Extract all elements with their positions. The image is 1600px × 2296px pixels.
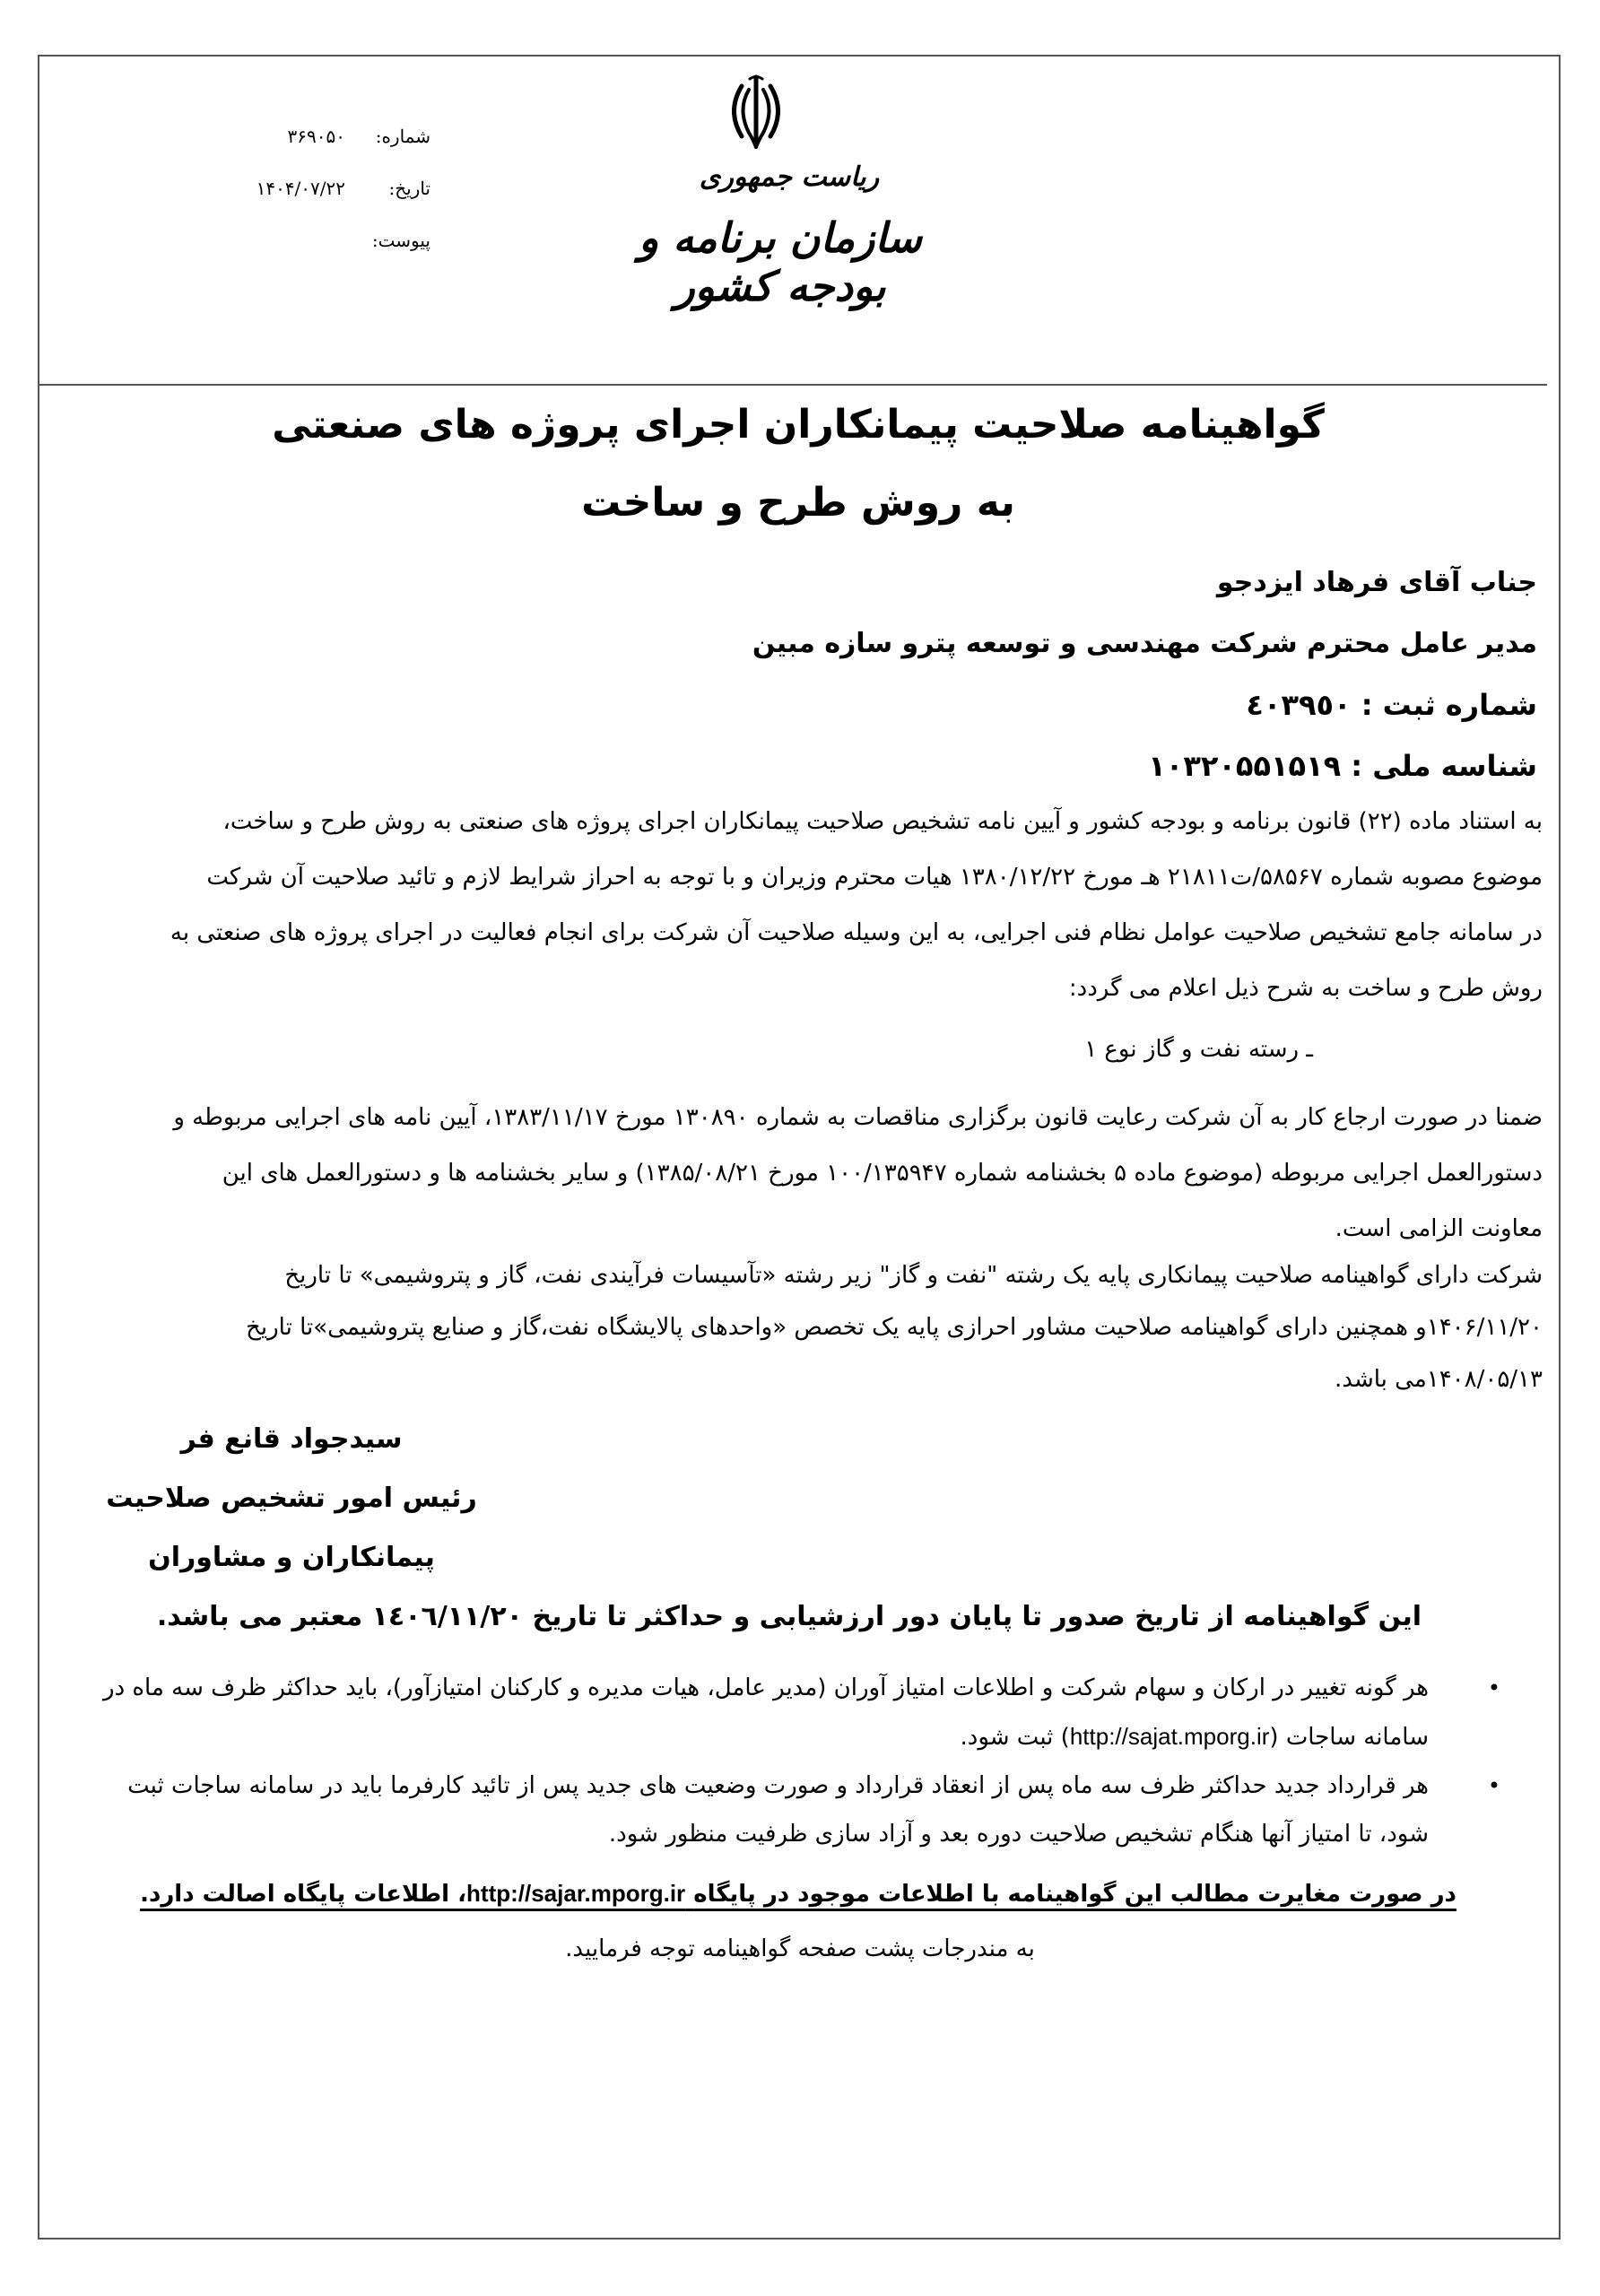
category-item: ـ رسته نفت و گاز نوع ۱: [1084, 1036, 1313, 1063]
signatory-name: سیدجواد قانع فر: [180, 1423, 403, 1455]
certificate-title-line1: گواهینامه صلاحیت پیمانکاران اجرای پروژه های صنعتی: [272, 402, 1325, 448]
paragraph-line: ۱۴۰۸/۰۵/۱۳می باشد.: [1335, 1366, 1543, 1393]
certificate-title-line2: به روش طرح و ساخت: [581, 480, 1015, 526]
paragraph-legal-basis: [58, 794, 1543, 1016]
paragraph-line: دستورالعمل اجرایی مربوطه (موضوع ماده ۵ بخشنامه شماره ۱۰۰/۱۳۵۹۴۷ مورخ ۱۳۸۵/۰۸/۲۱) و سایر بخشنامه ها و دستورالعمل های این: [222, 1160, 1543, 1187]
paragraph-tender-law: [58, 1090, 1543, 1257]
signatory-title-line2: پیمانکاران و مشاوران: [148, 1542, 435, 1573]
letter-number-label: شماره:: [375, 126, 430, 147]
signature-block: [99, 1410, 484, 1587]
note-text: سامانه ساجات: [1285, 1724, 1429, 1751]
letter-date-row: [179, 178, 430, 230]
paragraph-existing-certificates: [58, 1249, 1543, 1405]
paragraph-line: موضوع مصوبه شماره ۵۸۵۶۷/ت۲۱۸۱۱ هـ مورخ ۱۳۸۰/۱۲/۲۲ هیات محترم وزیران و با توجه به احراز شرایط لازم و تائید صلاحیت آن شرکت: [206, 864, 1543, 891]
warning-text: در صورت مغایرت مطالب این گواهینامه با اطلاعات موجود در پایگاه: [693, 1881, 1457, 1908]
attachment-row: [179, 230, 430, 282]
note-line: هر گونه تغییر در ارکان و سهام شرکت و اطلاعات امتیاز آوران (مدیر عامل، هیات مدیره و کارکنان امتیازآور)، باید حداکثر ظرف سه ماه در: [103, 1674, 1429, 1701]
footer-note: به مندرجات پشت صفحه گواهینامه توجه فرمایید.: [565, 1935, 1035, 1962]
recipient-block: [640, 556, 1537, 800]
bullet-icon: •: [1487, 1675, 1500, 1700]
note-item: [58, 1761, 1511, 1858]
note-line: هر قرارداد جدید حداکثر ظرف سه ماه پس از انعقاد قرارداد و صورت وضعیت های جدید پس از تائید کارفرما باید در سامانه ساجات ثبت: [127, 1772, 1429, 1799]
recipient-position: مدیر عامل محترم شرکت مهندسی و توسعه پترو سازه مبین: [752, 628, 1537, 659]
note-line: شود، تا امتیاز آنها هنگام تشخیص صلاحیت دوره بعد و آزاد سازی ظرفیت منظور شود.: [608, 1821, 1429, 1848]
warning-text: ، اطلاعات پایگاه اصالت دارد.: [140, 1881, 467, 1908]
signatory-title-line1: رئیس امور تشخیص صلاحیت: [106, 1483, 477, 1514]
bullet-icon: •: [1487, 1773, 1500, 1798]
notes-list: [58, 1664, 1511, 1858]
paragraph-line: ۱۴۰۶/۱۱/۲۰و همچنین دارای گواهینامه صلاحیت مشاور احرازی پایه یک تخصص «واحدهای پالایشگاه نفت،گاز و صنایع پتروشیمی»تا تاریخ: [246, 1314, 1543, 1341]
authenticity-warning: [108, 1880, 1489, 1908]
sajar-link[interactable]: http://sajar.mporg.ir: [466, 1880, 686, 1907]
sajat-link[interactable]: http://sajat.mporg.ir: [1069, 1723, 1270, 1750]
letter-date-label: تاریخ:: [388, 178, 430, 199]
paragraph-line: در سامانه جامع تشخیص صلاحیت عوامل نظام فنی اجرایی، به این وسیله صلاحیت آن شرکت برای انجام فعالیت در اجرای پروژه های صنعتی به: [170, 919, 1543, 946]
paragraph-line: روش طرح و ساخت به شرح ذیل اعلام می گردد:: [1068, 975, 1543, 1002]
letter-number-row: [179, 126, 430, 178]
note-text: ثبت شود.: [960, 1724, 1054, 1751]
registration-number: شماره ثبت : ٤٠٣٩٥٠: [1246, 688, 1537, 722]
letter-number-value: ۳۶۹۰۵۰: [287, 126, 345, 147]
header-divider: [38, 384, 1547, 386]
validity-statement: این گواهینامه از تاریخ صدور تا پایان دور ارزشیابی و حداکثر تا تاریخ ۱٤۰٦/۱۱/۲۰ معتبر می باشد.: [156, 1601, 1422, 1632]
paragraph-line: به استناد ماده (۲۲) قانون برنامه و بودجه کشور و آیین نامه تشخیص صلاحیت پیمانکاران اجرای پروژه های صنعتی به روش طرح و ساخت،: [222, 808, 1543, 835]
attachment-label: پیوست:: [371, 230, 430, 251]
paragraph-line: شرکت دارای گواهینامه صلاحیت پیمانکاری پایه یک رشته "نفت و گاز" زیر رشته «تآسیسات فرآیندی نفت، گاز و پتروشیمی» تا تاریخ: [284, 1262, 1543, 1289]
letter-date-value: ۱۴۰۴/۰۷/۲۲: [256, 178, 345, 199]
note-item: [58, 1664, 1511, 1761]
paragraph-line: ضمنا در صورت ارجاع کار به آن شرکت رعایت قانون برگزاری مناقصات به شماره ۱۳۰۸۹۰ مورخ ۱۳۸۳/۱۱/۱۷، آیین نامه های اجرایی مربوطه و: [173, 1104, 1543, 1131]
recipient-name: جناب آقای فرهاد ایزدجو: [1216, 567, 1537, 598]
note-line: سامانه ساجات (http://sajat.mporg.ir) ثبت شود.: [960, 1723, 1429, 1751]
presidency-label: ریاست جمهوری: [699, 161, 880, 193]
iran-emblem-icon: [725, 74, 787, 154]
paragraph-line: معاونت الزامی است.: [1335, 1215, 1543, 1242]
letter-meta: [179, 126, 430, 282]
national-id: شناسه ملی : ۱۰۳۲۰۵۵۱۵۱۹: [1148, 749, 1537, 783]
organization-name: سازمان برنامه و بودجه کشور: [639, 213, 922, 310]
